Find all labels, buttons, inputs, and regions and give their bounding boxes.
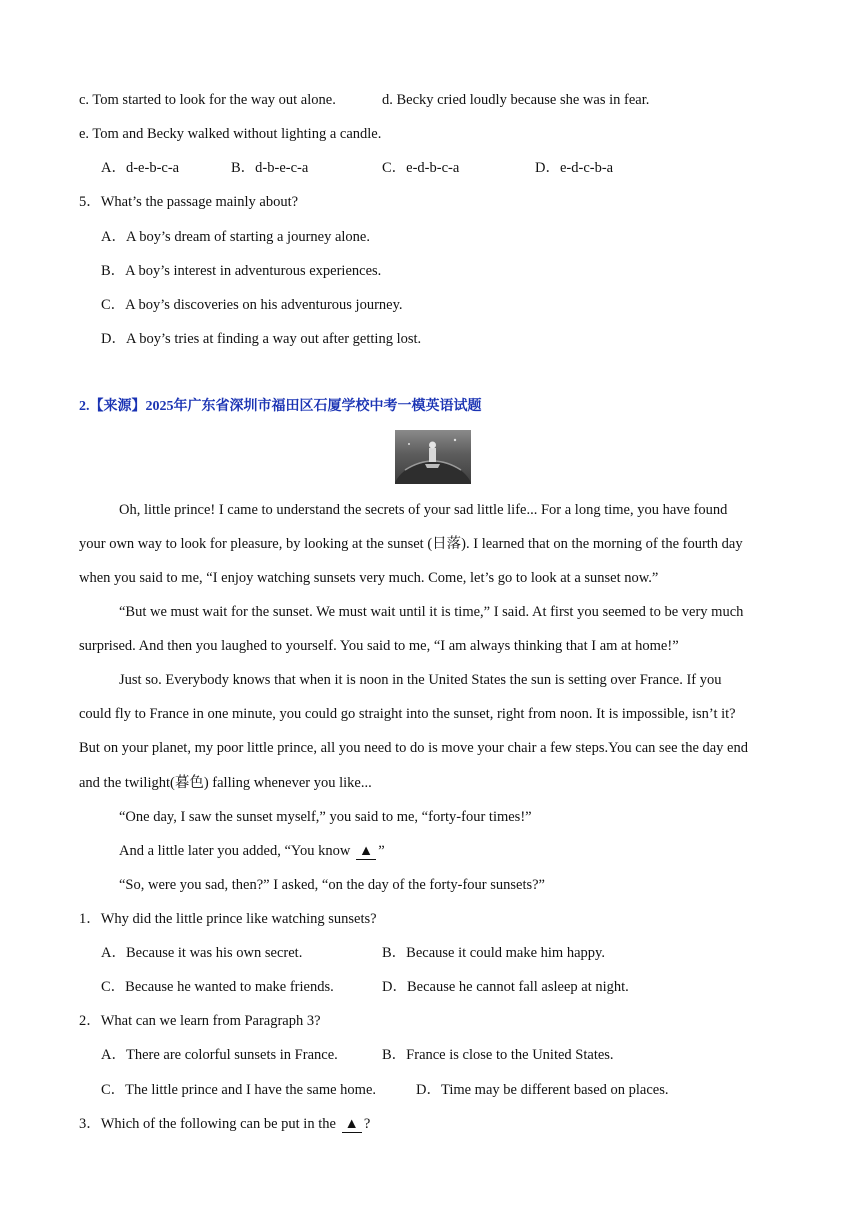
q1-choice-a[interactable]: A．Because it was his own secret. [101,945,303,961]
q3-question-mark: ? [363,1116,371,1132]
q2-choice-b[interactable]: B．France is close to the United States. [382,1047,614,1063]
q3-stem-text: 3．Which of the following can be put in the [79,1116,336,1132]
q5-choice-d[interactable]: D．A boy’s tries at finding a way out after getting lost. [101,331,422,347]
q5-choice-b[interactable]: B．A boy’s interest in adventurous experiences. [101,263,382,279]
passage-line-7: could fly to France in one minute, you could go straight into the sunset, right from noon. It is impossible, isn’t it? [79,706,736,722]
passage-line-2: your own way to look for pleasure, by looking at the sunset (日落). I learned that on the morning of the fourth day [79,536,743,552]
q4-choice-b[interactable]: B．d-b-e-c-a [231,160,309,176]
option-c: c. Tom started to look for the way out alone. [79,92,336,108]
q2-choice-d[interactable]: D．Time may be different based on places. [416,1082,669,1098]
q5-stem: 5．What’s the passage mainly about? [79,194,299,210]
q2-stem: 2．What can we learn from Paragraph 3? [79,1013,321,1029]
q1-choice-b[interactable]: B．Because it could make him happy. [382,945,605,961]
passage-line-3: when you said to me, “I enjoy watching sunsets very much. Come, let’s go to look at a sunset now.” [79,570,659,586]
option-d: d. Becky cried loudly because she was in fear. [382,92,650,108]
q4-choice-d[interactable]: D．e-d-c-b-a [535,160,614,176]
q1-choice-c[interactable]: C．Because he wanted to make friends. [101,979,334,995]
passage-line-4: “But we must wait for the sunset. We must wait until it is time,” I said. At first you seemed to be very much [119,604,744,620]
passage-line-11-text: And a little later you added, “You know [119,843,351,859]
passage-line-1: Oh, little prince! I came to understand the secrets of your sad little life... For a long time, you have found [119,502,728,518]
q3-answer-blank: ▲ [342,1116,362,1133]
q2-choice-a[interactable]: A．There are colorful sunsets in France. [101,1047,338,1063]
little-prince-illustration [395,430,471,484]
q1-choice-d[interactable]: D．Because he cannot fall asleep at night. [382,979,629,995]
q5-choice-c[interactable]: C．A boy’s discoveries on his adventurous journey. [101,297,403,313]
answer-blank: ▲ [356,843,376,860]
q3-stem [79,1114,370,1134]
closing-quote: ” [378,843,385,859]
passage-line-5: surprised. And then you laughed to yourself. You said to me, “I am always thinking that I am at home!” [79,638,679,654]
q4-choice-c[interactable]: C．e-d-b-c-a [382,160,460,176]
passage-line-12: “So, were you sad, then?” I asked, “on the day of the forty-four sunsets?” [119,877,545,893]
q1-stem: 1．Why did the little prince like watching sunsets? [79,911,377,927]
passage-line-8: But on your planet, my poor little prince, all you need to do is move your chair a few steps.You can see the day end [79,740,748,756]
q5-choice-a[interactable]: A．A boy’s dream of starting a journey alone. [101,229,370,245]
passage-line-9: and the twilight(暮色) falling whenever you like... [79,775,372,791]
passage-line-10: “One day, I saw the sunset myself,” you said to me, “forty-four times!” [119,809,532,825]
passage-line-6: Just so. Everybody knows that when it is noon in the United States the sun is setting over France. If you [119,672,722,688]
passage-line-11 [119,841,385,861]
q4-choice-a[interactable]: A．d-e-b-c-a [101,160,180,176]
q2-choice-c[interactable]: C．The little prince and I have the same home. [101,1082,377,1098]
section-heading: 2.【来源】2025年广东省深圳市福田区石厦学校中考一模英语试题 [79,399,482,414]
option-e: e. Tom and Becky walked without lighting a candle. [79,126,382,142]
